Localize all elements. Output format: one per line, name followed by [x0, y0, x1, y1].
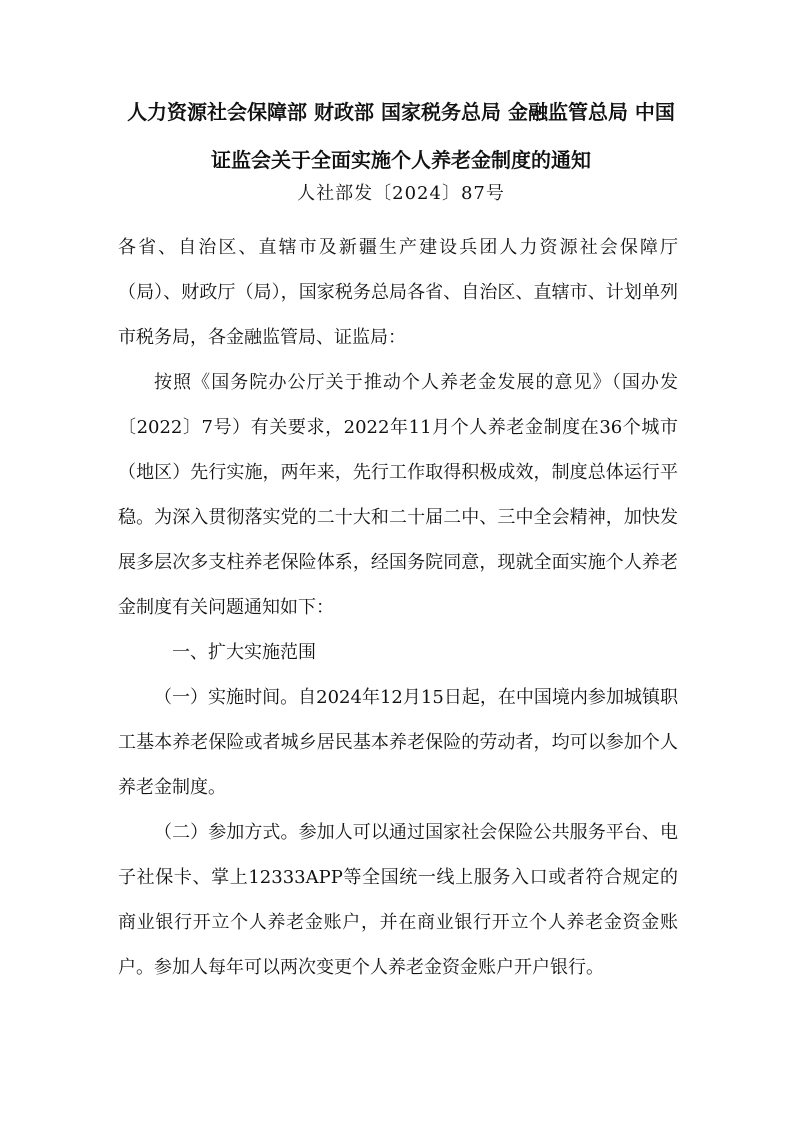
addressees-paragraph: 各省、自治区、直辖市及新疆生产建设兵团人力资源社会保障厅（局）、财政厅（局），国家税务总局各省、自治区、直辖市、计划单列市税务局，各金融监管局、证监局：: [118, 237, 678, 348]
item-paragraph-2: （二）参加方式。参加人可以通过国家社会保险公共服务平台、电子社保卡、掌上12333APP等全国统一线上服务入口或者符合规定的商业银行开立个人养老金账户，并在商业银行开立个人养老金资金账户。参加人每年可以两次变更个人养老金资金账户开户银行。: [118, 822, 678, 978]
intro-paragraph: 按照《国务院办公厅关于推动个人养老金发展的意见》（国办发〔2022〕7号）有关要求，2022年11月个人养老金制度在36个城市（地区）先行实施，两年来，先行工作取得积极成效，制度总体运行平稳。为深入贯彻落实党的二十大和二十届二中、三中全会精神，加快发展多层次多支柱养老保险体系，经国务院同意，现就全面实施个人养老金制度有关问题通知如下：: [118, 372, 678, 618]
document-title: 人力资源社会保障部 财政部 国家税务总局 金融监管总局 中国证监会关于全面实施个人养老金制度的通知: [127, 100, 675, 172]
section-heading-1: 一、扩大实施范围: [172, 642, 316, 663]
item-paragraph-1: （一）实施时间。自2024年12月15日起，在中国境内参加城镇职工基本养老保险或者城乡居民基本养老保险的劳动者，均可以参加个人养老金制度。: [118, 687, 678, 798]
document-body: [118, 225, 678, 990]
document-number: 人社部发〔2024〕87号: [297, 183, 505, 204]
